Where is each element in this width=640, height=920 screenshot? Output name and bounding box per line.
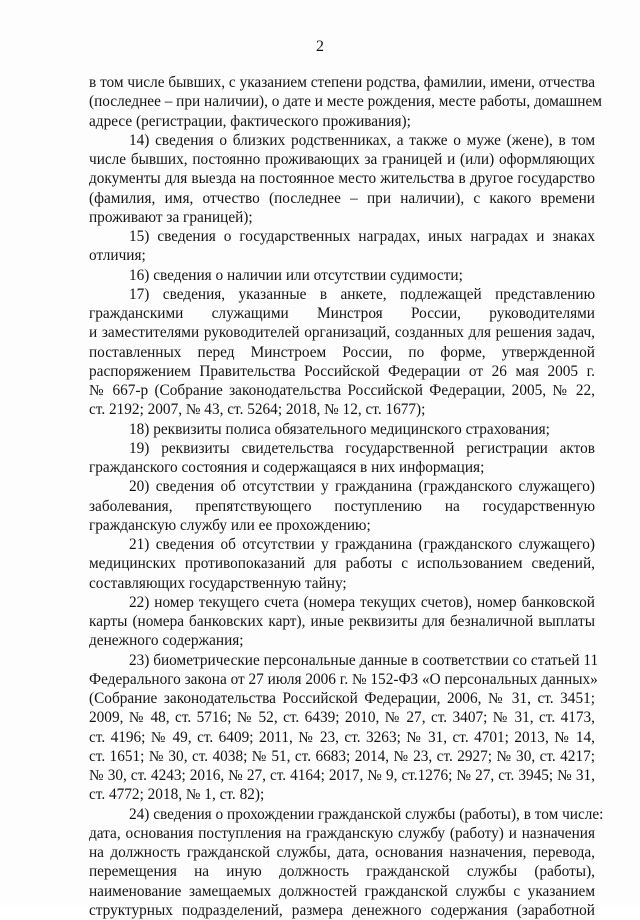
text-line: № 30, ст. 4243; 2016, № 27, ст. 4164; 2017, № 9, ст.1276; № 27, ст. 3945; № 31, bbox=[89, 767, 595, 784]
text-line: (Собрание законодательства Российской Федерации, 2006, № 31, ст. 3451; bbox=[89, 690, 595, 707]
text-line: 16) сведения о наличии или отсутствии судимости; bbox=[129, 266, 463, 284]
text-line: 19) реквизиты свидетельства государственной регистрации актов bbox=[129, 439, 595, 457]
text-line: 17) сведения, указанные в анкете, подлежащей представлению bbox=[129, 285, 595, 303]
text-line: и заместителями руководителей организаций, созданных для решения задач, bbox=[89, 324, 595, 342]
text-line: карты (номера банковских карт), иные реквизиты для безналичной выплаты bbox=[89, 613, 595, 630]
text-line: 20) сведения об отсутствии у гражданина (гражданского служащего) bbox=[129, 478, 595, 496]
text-line: 15) сведения о государственных наградах, иных наградах и знаках bbox=[129, 228, 595, 245]
text-line: проживают за границей); bbox=[89, 208, 253, 226]
text-line: Федерального закона от 27 июля 2006 г. № 152-ФЗ «О персональных данных» bbox=[89, 670, 598, 688]
text-line: ст. 1651; № 30, ст. 4038; № 51, ст. 6683; 2014, № 23, ст. 2927; № 30, ст. 4217; bbox=[89, 747, 595, 765]
text-line: ст. 4196; № 49, ст. 6409; 2011, № 23, ст. 3263; № 31, ст. 4701; 2013, № 14, bbox=[89, 728, 595, 746]
text-line: адресе (регистрации, фактического проживания); bbox=[89, 112, 411, 130]
text-line: ст. 2192; 2007, № 43, ст. 5264; 2018, № 12, ст. 1677); bbox=[89, 401, 426, 419]
text-line: дата, основания поступления на гражданскую службу (работу) и назначения bbox=[89, 824, 595, 842]
text-line: денежного содержания; bbox=[89, 632, 244, 650]
text-line: медицинских противопоказаний для работы с использованием сведений, bbox=[89, 555, 595, 573]
text-line: поставленных перед Минстроем России, по форме, утвержденной bbox=[89, 343, 595, 361]
text-line: составляющих государственную тайну; bbox=[89, 574, 347, 592]
text-line: гражданского состояния и содержащаяся в них информация; bbox=[89, 459, 485, 476]
text-line: наименование замещаемых должностей гражданской службы с указанием bbox=[89, 882, 595, 900]
text-line: 24) сведения о прохождении гражданской службы (работы), в том числе: bbox=[129, 805, 604, 823]
text-line: 23) биометрические персональные данные в соответствии со статьей 11 bbox=[129, 651, 599, 669]
text-line: в том числе бывших, с указанием степени родства, фамилии, имени, отчества bbox=[89, 74, 595, 91]
text-line: перемещения на иную должность гражданской службы (работы), bbox=[89, 863, 595, 881]
text-line: гражданскую службу или ее прохождению; bbox=[89, 516, 371, 534]
text-line: заболевания, препятствующего поступлению на государственную bbox=[89, 497, 595, 515]
text-line: (фамилия, имя, отчество (последнее – при наличии), с какого времени bbox=[89, 189, 595, 207]
text-line: структурных подразделений, размера денежного содержания (заработной bbox=[89, 901, 595, 919]
text-line: 2009, № 48, ст. 5716; № 52, ст. 6439; 2010, № 27, ст. 3407; № 31, ст. 4173, bbox=[89, 709, 595, 727]
text-line: гражданскими служащими Минстроя России, руководителями bbox=[89, 305, 595, 322]
page-number: 2 bbox=[316, 38, 324, 55]
text-line: 22) номер текущего счета (номера текущих счетов), номер банковской bbox=[129, 593, 595, 611]
text-line: отличия; bbox=[89, 247, 146, 265]
text-line: 21) сведения об отсутствии у гражданина (гражданского служащего) bbox=[129, 536, 595, 553]
text-line: 14) сведения о близких родственниках, а также о муже (жене), в том bbox=[129, 131, 595, 149]
text-line: 18) реквизиты полиса обязательного медицинского страхования; bbox=[129, 420, 550, 438]
text-line: на должность гражданской службы, дата, основания назначения, перевода, bbox=[89, 844, 595, 861]
text-line: № 667-р (Собрание законодательства Российской Федерации, 2005, № 22, bbox=[89, 382, 595, 399]
text-line: распоряжением Правительства Российской Федерации от 26 мая 2005 г. bbox=[89, 362, 595, 380]
text-line: ст. 4772; 2018, № 1, ст. 82); bbox=[89, 786, 265, 804]
text-line: документы для выезда на постоянное место жительства в другое государство bbox=[89, 170, 595, 188]
text-line: числе бывших, постоянно проживающих за границей и (или) оформляющих bbox=[89, 151, 595, 168]
document-body bbox=[89, 73, 604, 920]
text-line: (последнее – при наличии), о дате и месте рождения, месте работы, домашнем bbox=[89, 93, 602, 111]
